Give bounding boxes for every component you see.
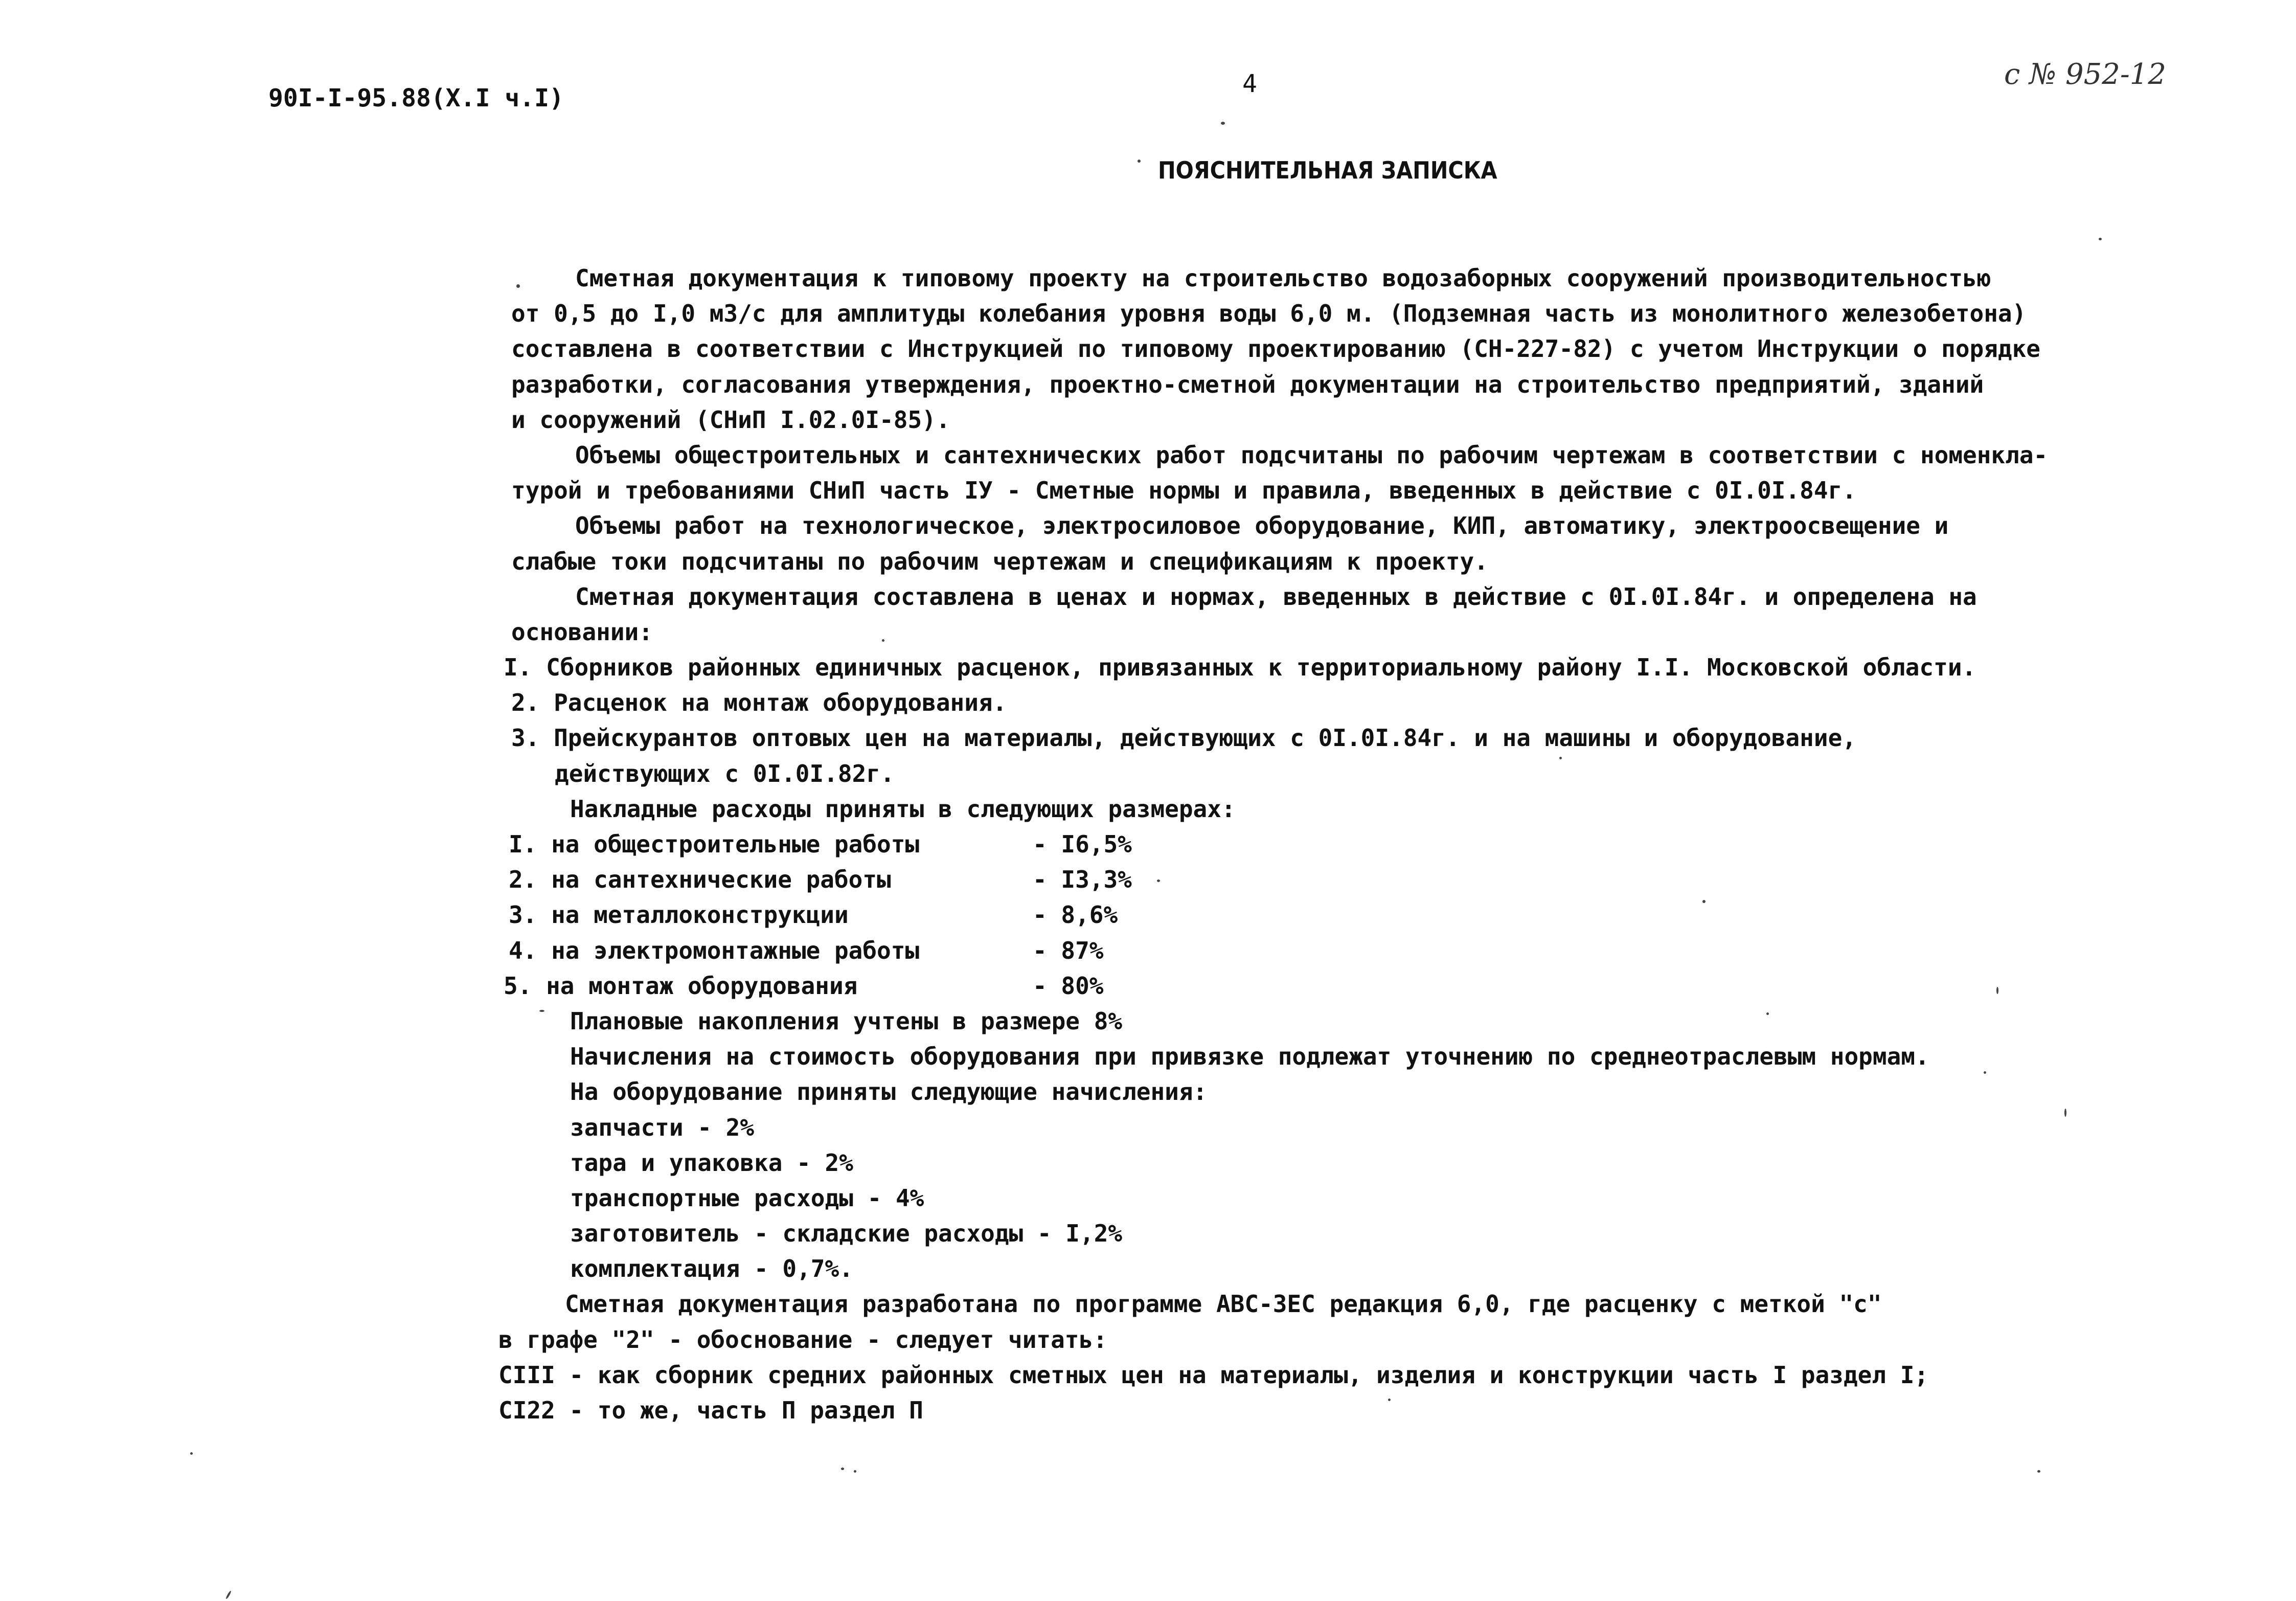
scan-speck	[190, 1452, 193, 1455]
scan-speck	[516, 284, 520, 288]
overhead-value: - 87%	[1033, 936, 1104, 964]
equipment-intro: На оборудование приняты следующие начисления:	[570, 1078, 1208, 1106]
overhead-row	[511, 862, 2147, 897]
scan-speck	[1157, 880, 1160, 882]
program-note-line: СIII - как сборник средних районных сметных цен на материалы, изделия и конструкции часть I раздел I;	[498, 1361, 1929, 1389]
paragraph-line: Сметная документация составлена в ценах и нормах, введенных в действие с 0I.0I.84г. и определена на	[575, 582, 1977, 611]
paragraph-line: турой и требованиями СНиП часть IУ - Сметные нормы и правила, введенных в действие с 0I.0I.84г.	[511, 477, 1856, 505]
overhead-label: 5. на монтаж оборудования	[504, 972, 858, 1000]
overhead-label: 4. на электромонтажные работы	[509, 936, 920, 964]
overhead-value: - I3,3%	[1033, 866, 1132, 894]
planned-savings: Плановые накопления учтены в размере 8%	[570, 1007, 1123, 1035]
scan-speck	[2037, 1470, 2040, 1473]
equipment-charge: тара и упаковка - 2%	[570, 1148, 853, 1177]
overhead-row	[511, 897, 2147, 933]
scan-speck	[1766, 1012, 1769, 1015]
scan-speck	[1559, 757, 1562, 759]
overhead-value: - 8,6%	[1033, 901, 1118, 929]
overhead-value: - I6,5%	[1033, 830, 1132, 858]
overhead-row	[511, 933, 2147, 968]
list-item-continuation: действующих с 0I.0I.82г.	[555, 759, 895, 787]
scan-speck	[1138, 160, 1141, 163]
scan-speck	[1996, 987, 1998, 994]
overhead-intro: Накладные расходы приняты в следующих размерах:	[570, 795, 1236, 823]
overhead-row	[504, 968, 2147, 1004]
scan-speck	[539, 1010, 544, 1012]
overhead-label: I. на общестроительные работы	[509, 830, 920, 858]
equipment-charge: запчасти - 2%	[570, 1113, 755, 1141]
scan-speck	[1388, 1399, 1391, 1401]
scan-speck	[1702, 900, 1706, 903]
scan-speck	[854, 1470, 856, 1473]
scan-speck	[225, 1590, 232, 1599]
paragraph-line: основании:	[511, 618, 653, 646]
list-item: 2. Расценок на монтаж оборудования.	[511, 689, 1007, 717]
overhead-label: 3. на металлоконструкции	[509, 901, 849, 929]
scan-speck	[1984, 1071, 1986, 1074]
equipment-charge: комплектация - 0,7%.	[570, 1255, 853, 1283]
equipment-charge: заготовитель - складские расходы - I,2%	[570, 1220, 1123, 1248]
paragraph-line: Объемы работ на технологическое, электросиловое оборудование, КИП, автоматику, электроосвещение и	[575, 512, 1949, 540]
paragraph-line: Объемы общестроительных и сантехнических работ подсчитаны по рабочим чертежам в соответствии с номенкла-	[575, 441, 2048, 469]
scan-speck	[882, 639, 884, 642]
scan-speck	[2099, 238, 2102, 240]
scan-speck	[2064, 1109, 2066, 1117]
document-code: 90I-I-95.88(X.I ч.I)	[268, 84, 564, 112]
inventory-number: с № 952-12	[2004, 58, 2167, 91]
program-note-line: в графе "2" - обоснование - следует читать:	[498, 1325, 1107, 1354]
list-item: 3. Прейскурантов оптовых цен на материалы, действующих с 0I.0I.84г. и на машины и оборудование,	[511, 724, 1856, 752]
paragraph-line: составлена в соответствии с Инструкцией по типовому проектированию (СН-227-82) с учетом Инструкции о порядке	[511, 335, 2040, 363]
overhead-label: 2. на сантехнические работы	[509, 866, 891, 894]
program-note-line: СI22 - то же, часть П раздел П	[498, 1396, 923, 1424]
overhead-row	[511, 827, 2147, 862]
overhead-value: - 80%	[1033, 972, 1104, 1000]
scan-speck	[841, 1468, 844, 1470]
paragraph-line: Сметная документация к типовому проекту на строительство водозаборных сооружений производительностью	[575, 264, 1991, 292]
page-number: 4	[1242, 70, 1257, 98]
paragraph-line: слабые токи подсчитаны по рабочим чертежам и спецификациям к проекту.	[511, 547, 1488, 575]
equipment-charge: транспортные расходы - 4%	[570, 1184, 924, 1212]
list-item: I. Сборников районных единичных расценок, привязанных к территориальному району I.I. Московской области.	[504, 653, 1976, 682]
paragraph-line: от 0,5 до I,0 м3/с для амплитуды колебания уровня воды 6,0 м. (Подземная часть из монолитного железобетона)	[511, 300, 2027, 328]
paragraph-line: и сооружений (СНиП I.02.0I-85).	[511, 405, 950, 434]
equipment-note: Начисления на стоимость оборудования при привязке подлежат уточнению по среднеотраслевым нормам.	[570, 1043, 1929, 1071]
program-note-line: Сметная документация разработана по программе АВС-3ЕС редакция 6,0, где расценку с меткой "с"	[565, 1290, 1882, 1318]
paragraph-line: разработки, согласования утверждения, проектно-сметной документации на строительство предприятий, зданий	[511, 370, 1984, 398]
page-title: ПОЯСНИТЕЛЬНАЯ ЗАПИСКА	[1158, 156, 1497, 184]
document-body	[498, 261, 2147, 1428]
scan-speck	[1221, 122, 1225, 125]
